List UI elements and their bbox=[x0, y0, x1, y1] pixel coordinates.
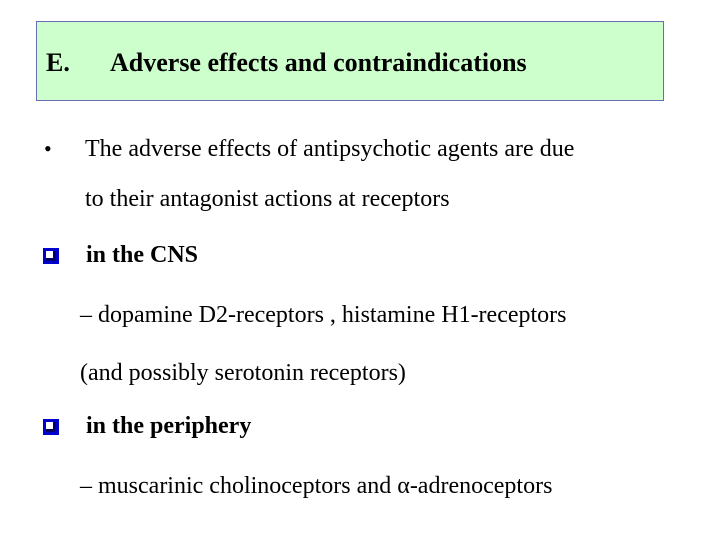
bullet-text-line-1: The adverse effects of antipsychotic agents are due bbox=[85, 136, 575, 162]
periphery-heading: in the periphery bbox=[86, 413, 252, 439]
section-letter: E. bbox=[46, 48, 70, 77]
cns-receptors-line-1: – dopamine D2-receptors , histamine H1-receptors bbox=[80, 302, 567, 328]
slide-title: Adverse effects and contraindications bbox=[110, 48, 527, 77]
checkbox-bullet-icon bbox=[43, 248, 59, 264]
bullet-text-line-2: to their antagonist actions at receptors bbox=[85, 186, 450, 212]
checkbox-bullet-icon bbox=[43, 419, 59, 435]
bullet-marker: • bbox=[44, 136, 52, 161]
cns-heading: in the CNS bbox=[86, 242, 199, 268]
cns-receptors-line-2: (and possibly serotonin receptors) bbox=[80, 360, 406, 386]
title-box bbox=[36, 21, 664, 101]
periphery-receptors-line: – muscarinic cholinoceptors and α-adrenoceptors bbox=[80, 473, 553, 499]
